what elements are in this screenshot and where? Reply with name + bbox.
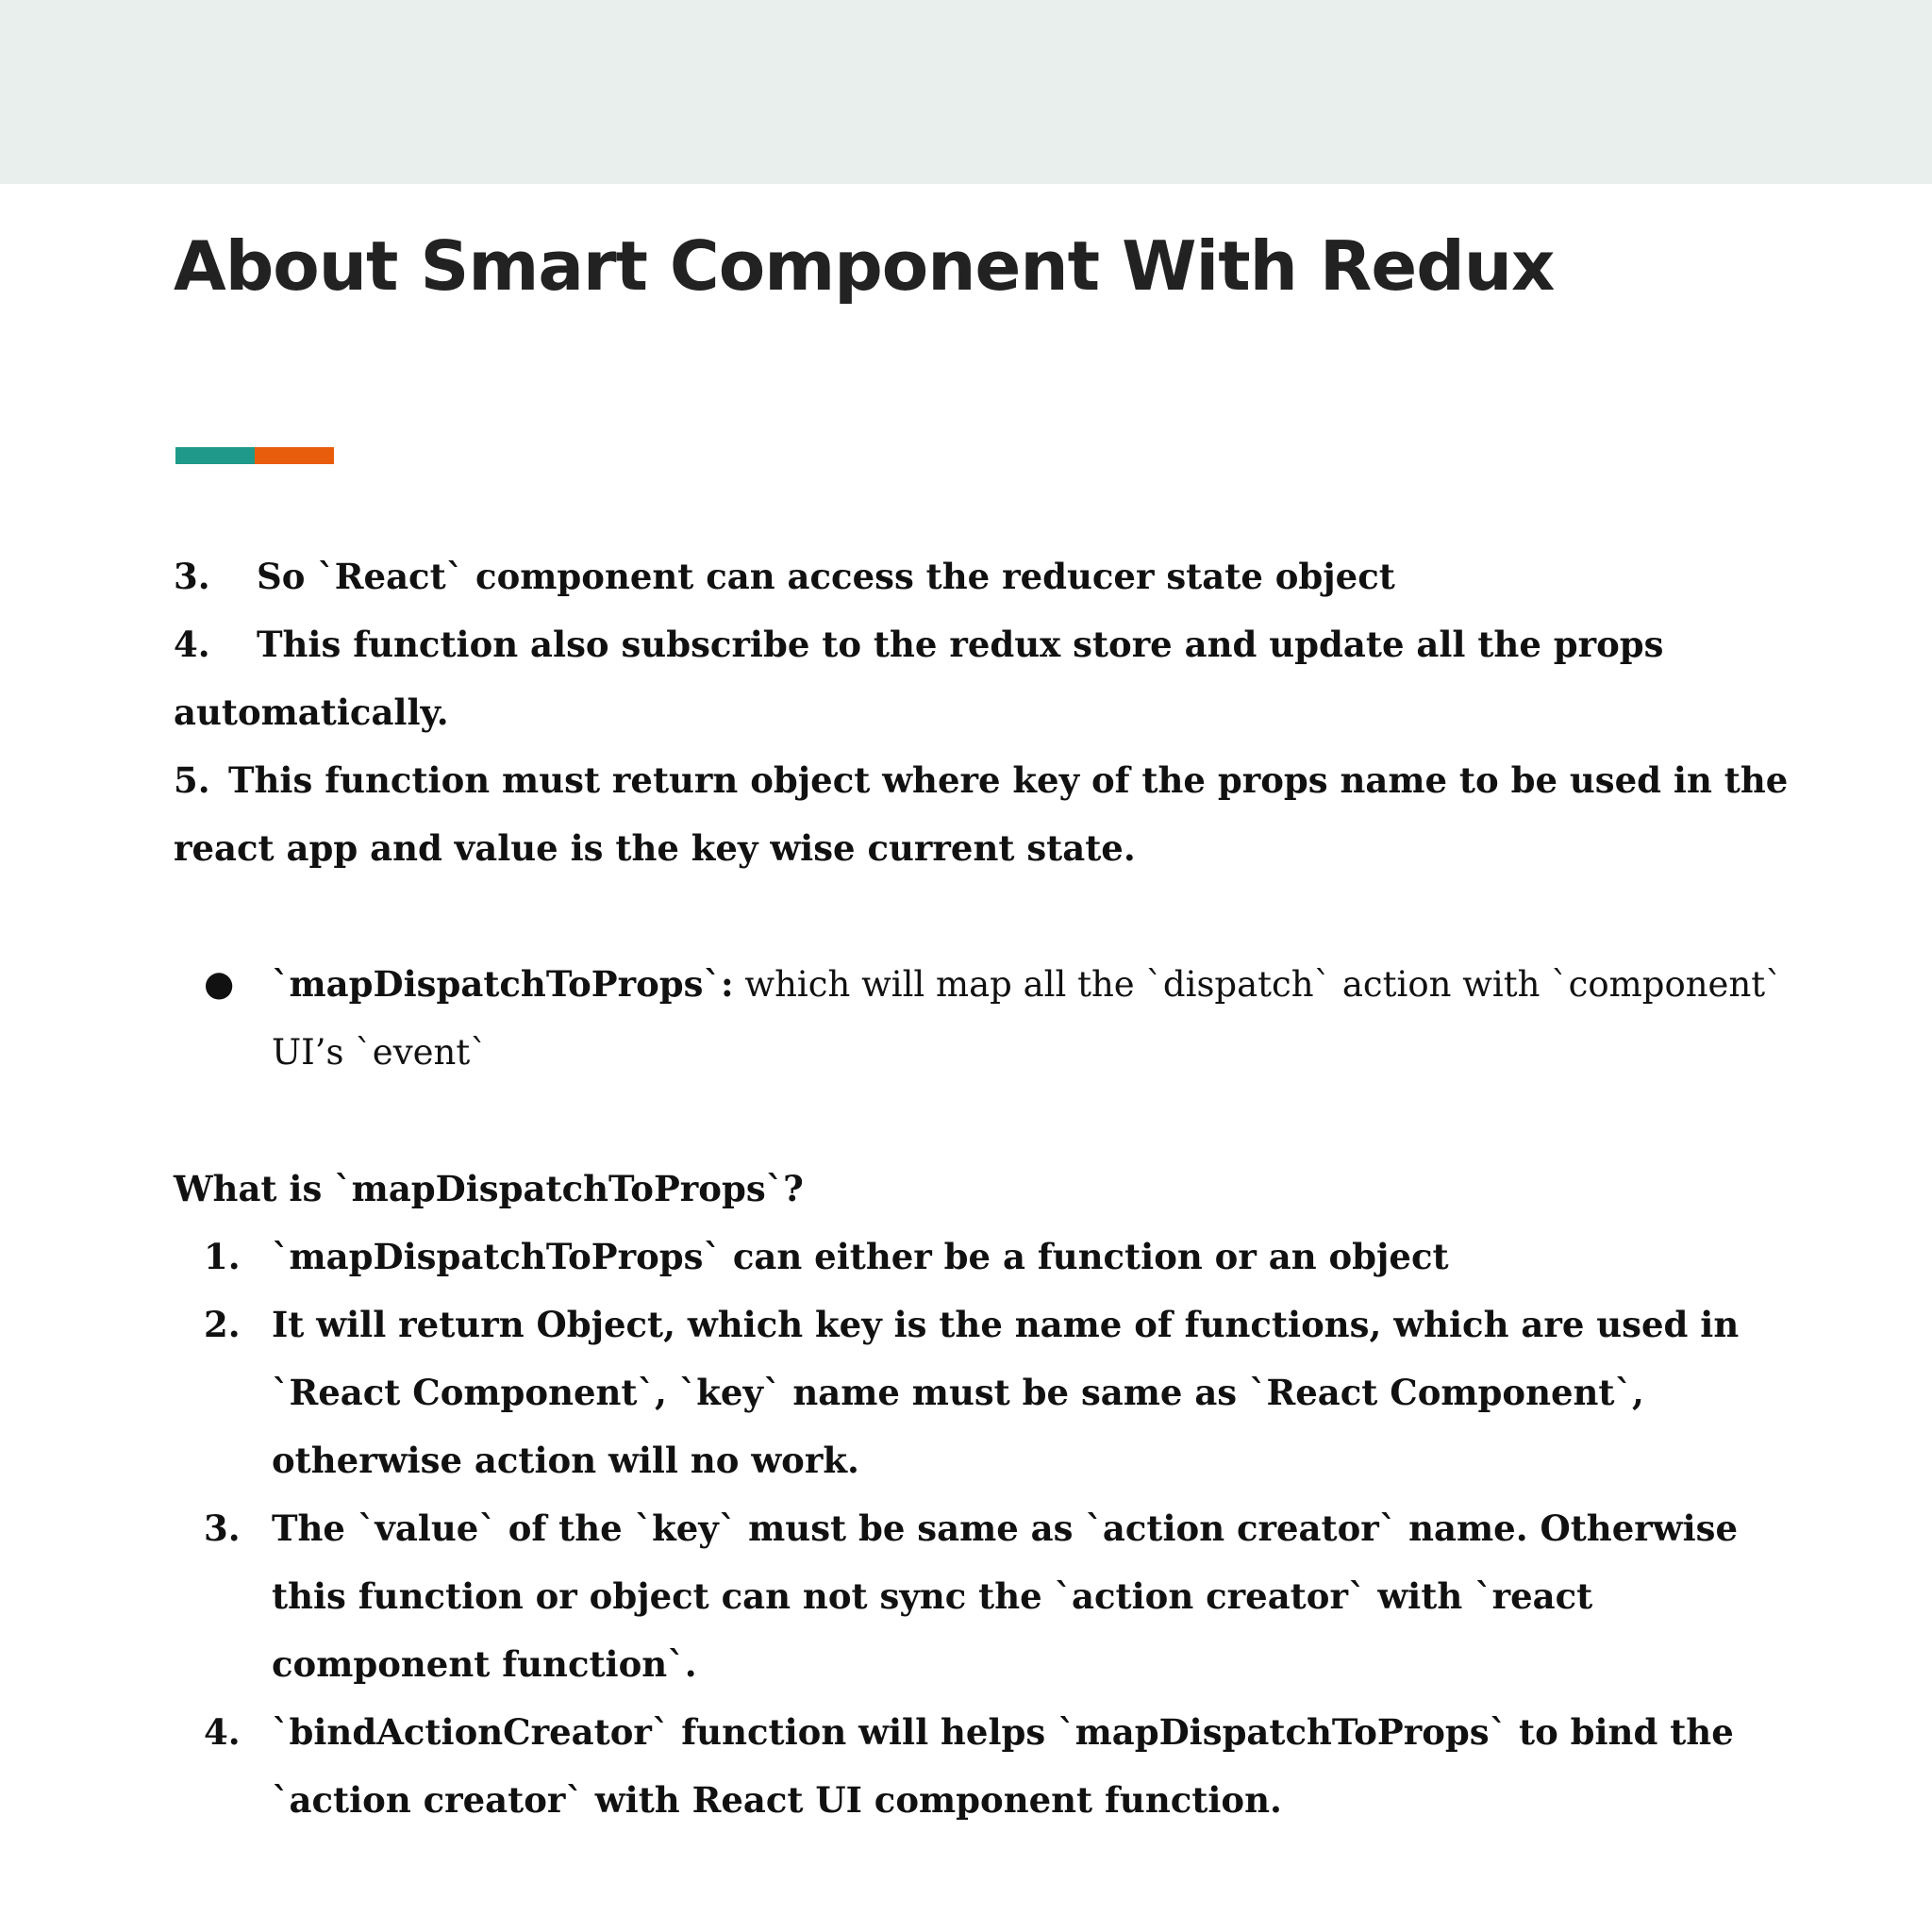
header-band <box>0 0 1932 184</box>
numbered-item-4-continued: automatically. <box>174 691 449 733</box>
numbered-item-3: 3. So `React` component can access the reducer state object <box>174 556 1395 597</box>
bullet-icon: ● <box>204 963 235 1004</box>
list-item-3: 3. The `value` of the `key` must be same as `action creator` name. Otherwise this function or object can not sync the `action creator` with `react component function`. <box>204 1507 1739 1685</box>
page-title: About Smart Component With Redux <box>174 226 1555 306</box>
slide-body <box>174 542 1789 1834</box>
numbered-item-5-continued: react app and value is the key wise current state. <box>174 827 1136 869</box>
spacer <box>174 882 1777 950</box>
list-item-4: 4. `bindActionCreator` function will helps `mapDispatchToProps` to bind the `action creator` with React UI component function. <box>204 1711 1734 1821</box>
spacer <box>174 1087 1777 1155</box>
list-item-1: 1. `mapDispatchToProps` can either be a function or an object <box>204 1236 1449 1277</box>
numbered-item-4: 4. This function also subscribe to the redux store and update all the props <box>174 624 1664 665</box>
numbered-item-5: 5. This function must return object where key of the props name to be used in the <box>174 759 1789 801</box>
bullet-term: `mapDispatchToProps`: <box>272 963 734 1005</box>
bullet-description: which will map all the `dispatch` action with `component` <box>733 964 1783 1005</box>
bullet-item-mapdispatchtoprops <box>174 950 1783 1087</box>
accent-bar <box>175 447 334 464</box>
section-heading: What is `mapDispatchToProps`? <box>174 1168 804 1209</box>
list-item-2: 2. It will return Object, which key is the name of functions, which are used in `React Component`, `key` name must be same as `React Component`, otherwise action will no work. <box>204 1304 1740 1481</box>
bullet-description-continued: UI’s `event` <box>272 1032 488 1073</box>
accent-bar-teal <box>175 447 255 464</box>
accent-bar-orange <box>255 447 334 464</box>
